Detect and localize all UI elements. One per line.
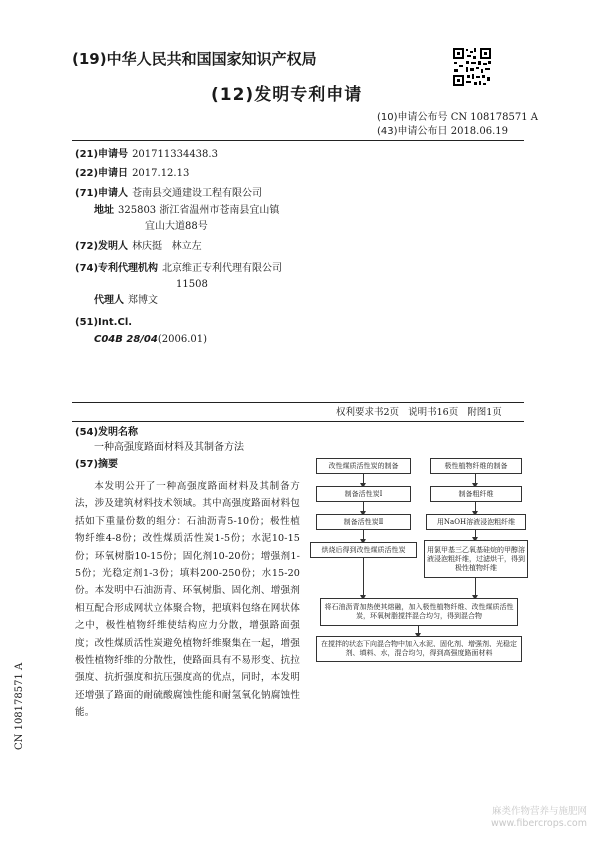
flow-arrow bbox=[363, 474, 364, 484]
flow-arrow bbox=[363, 558, 364, 596]
flow-right-step-3: 用NaOH溶液浸泡粗纤维 bbox=[426, 514, 526, 530]
flow-arrow bbox=[475, 474, 476, 484]
application-number-row bbox=[75, 148, 218, 162]
flow-left-step-3: 制备活性炭Ⅱ bbox=[316, 514, 411, 530]
inventors-label: (72)发明人 bbox=[75, 241, 129, 252]
agent-label: 代理人 bbox=[94, 295, 124, 306]
flow-right-step-2: 制备粗纤维 bbox=[430, 486, 522, 502]
agent-value: 郑博文 bbox=[128, 295, 158, 306]
flow-arrow bbox=[475, 530, 476, 538]
header-divider bbox=[72, 140, 524, 141]
publication-number-label: (10)申请公布号 bbox=[377, 112, 448, 123]
int-cl-code: C04B 28/04 bbox=[94, 334, 158, 345]
counts-divider-top bbox=[72, 402, 524, 403]
agency-code: 11508 bbox=[176, 279, 208, 290]
application-number-value: 201711334438.3 bbox=[132, 149, 218, 160]
applicant-value: 苍南县交通建设工程有限公司 bbox=[132, 188, 263, 199]
flow-arrow bbox=[475, 502, 476, 512]
application-number-label: (21)申请号 bbox=[75, 149, 129, 160]
flow-left-step-2: 制备活性炭Ⅰ bbox=[316, 486, 411, 502]
applicant-label: (71)申请人 bbox=[75, 188, 129, 199]
page-counts: 权利要求书2页 说明书16页 附图1页 bbox=[336, 407, 502, 418]
flow-merge-step: 将石油沥青加热使其熔融，加入极性植物纤维、改性煤质活性炭，环氧树脂搅拌混合均匀，得到混合物 bbox=[320, 598, 518, 626]
publication-number-row bbox=[377, 111, 538, 125]
invention-title: 一种高强度路面材料及其制备方法 bbox=[94, 442, 244, 453]
inventors-row bbox=[75, 240, 202, 254]
agency-label: (74)专利代理机构 bbox=[75, 263, 159, 274]
agency-row bbox=[75, 262, 282, 276]
flow-right-step-4: 用氯甲基三乙氧基硅烷的甲醇溶液浸泡粗纤维，过滤烘干，得到极性植物纤维 bbox=[424, 540, 528, 578]
flow-arrow bbox=[363, 502, 364, 512]
filing-date-value: 2017.12.13 bbox=[132, 168, 190, 179]
title-label: (54)发明名称 bbox=[75, 427, 139, 438]
inventors-value: 林庆挺 林立左 bbox=[132, 241, 202, 252]
authority-heading: (19)中华人民共和国国家知识产权局 bbox=[72, 50, 317, 68]
publication-date-value: 2018.06.19 bbox=[450, 126, 508, 137]
flow-left-step-1: 改性煤质活性炭的制备 bbox=[316, 458, 411, 474]
flow-arrow bbox=[475, 578, 476, 596]
filing-date-row bbox=[75, 167, 189, 181]
flow-final-step: 在搅拌的状态下向混合物中加入水泥、固化剂、增强剂、光稳定剂、填料、水，混合均匀，得到高强度路面材料 bbox=[316, 636, 522, 662]
flow-left-step-4: 烘烧后得到改性煤质活性炭 bbox=[310, 542, 417, 558]
publication-date-row bbox=[377, 125, 508, 139]
address-line-1: 325803 浙江省温州市苍南县宜山镇 bbox=[118, 205, 280, 216]
applicant-row bbox=[75, 187, 262, 201]
abstract-text: 本发明公开了一种高强度路面材料及其制备方法，涉及建筑材料技术领域。其中高强度路面材料包括如下重量份数的组分：石油沥青5-10份；极性植物纤维4-8份；改性煤质活性炭1-5份；水泥10-15份；环氧树脂10-15份；固化剂10-20份；增强剂1-5份；光稳定剂1-3份；填料200-250份；水15-20份。本发明中石油沥青、环氧树脂、固化剂、增强剂相互配合形成网状立体聚合物，把填料包络在网状体之中，极性植物纤维使结构应力分散，增强路面强度；改性煤质活性炭避免植物纤维聚集在一起，增强极性植物纤维的分散性，使路面具有不易形变、抗拉强度、抗折强度和抗压强度高的优点，同时，本发明还增强了路面的耐硫酸腐蚀性能和耐氢氧化钠腐蚀性能。 bbox=[75, 481, 300, 719]
int-cl-row bbox=[94, 333, 207, 347]
flow-arrow bbox=[418, 626, 419, 634]
address-label: 地址 bbox=[94, 205, 114, 216]
agency-value: 北京维正专利代理有限公司 bbox=[162, 263, 283, 274]
abstract-label: (57)摘要 bbox=[75, 459, 119, 470]
agent-row bbox=[94, 294, 158, 308]
publication-date-label: (43)申请公布日 bbox=[377, 126, 448, 137]
int-cl-label: (51)Int.Cl. bbox=[75, 317, 133, 328]
qr-code-icon bbox=[452, 47, 492, 87]
int-cl-date: (2006.01) bbox=[157, 334, 207, 345]
address-line-2: 宜山大道88号 bbox=[145, 221, 208, 232]
flow-right-step-1: 极性植物纤维的制备 bbox=[430, 458, 522, 474]
filing-date-label: (22)申请日 bbox=[75, 168, 129, 179]
counts-divider-bottom bbox=[72, 421, 524, 422]
flow-arrow bbox=[363, 530, 364, 540]
watermark: 麻类作物营养与施肥网 www.fibercrops.com bbox=[490, 806, 587, 829]
document-type-title: (12)发明专利申请 bbox=[211, 85, 363, 105]
side-publication-number: CN 108178571 A bbox=[14, 662, 25, 750]
address-row bbox=[94, 204, 279, 218]
publication-number-value: CN 108178571 A bbox=[450, 112, 538, 123]
